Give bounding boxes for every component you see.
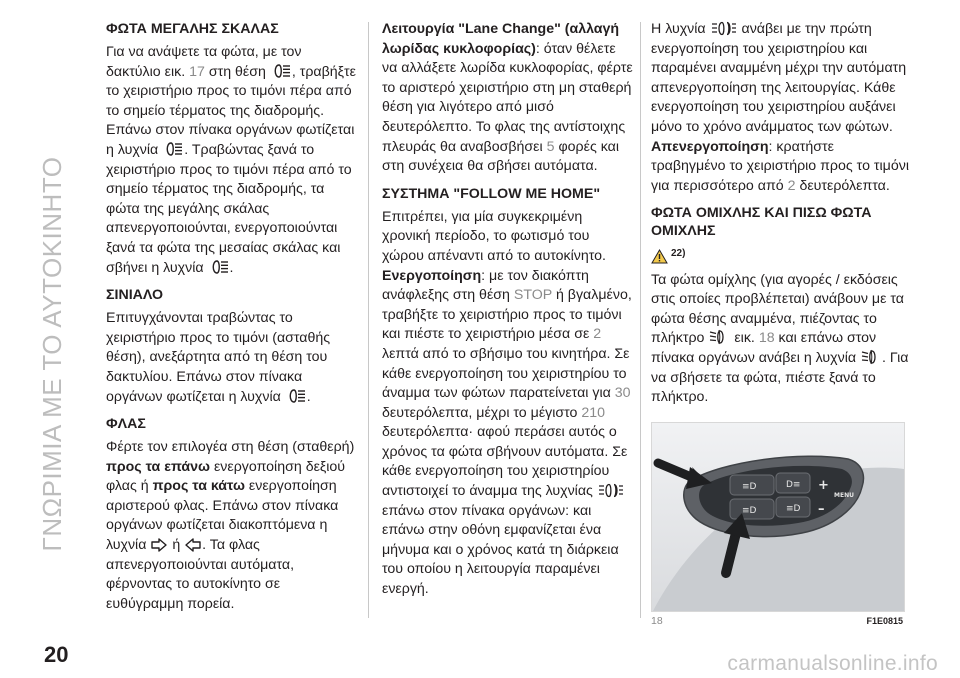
ignition-stop: STOP — [513, 287, 553, 304]
text: . Τα φλας απενεργοποιούνται αυτόματα, φέρνοντας το αυτοκίνητο σε ευθύγραμμη πορεία. — [106, 537, 295, 612]
text: και επάνω στον πίνακα οργάνων ανάβει η λυχνία — [651, 330, 877, 366]
fog-light-icon — [709, 329, 729, 345]
text: Επιτρέπει, για μία συγκεκριμένη χρονική περίοδο, το φωτισμό του χώρου απέναντι από το αυτοκίνητο. — [382, 208, 606, 264]
text: Η λυχνία — [651, 21, 706, 37]
paragraph-lane-change — [382, 20, 634, 177]
figure-steering-controls — [651, 422, 905, 612]
warning-note-number: 22) — [671, 248, 686, 260]
text: Για να ανάψετε τα φώτα, με τον δακτύλιο εικ. — [106, 44, 302, 80]
number: 210 — [581, 404, 606, 421]
steering-controls-illustration — [652, 423, 904, 611]
text: : όταν θέλετε να αλλάξετε λωρίδα κυκλοφορίας, φέρτε το αριστερό χειριστήριο στη μη σταθερή θέση για λιγότερο από μισό δευτερόλεπτο. Το φλας της αντίστοιχης πλευράς θα αναβοσβήσει — [382, 40, 633, 155]
svg-text:≡D: ≡D — [742, 505, 757, 516]
text: ή βγαλμένο, τραβήξτε το χειριστήριο προς το τιμόνι και πιέστε το χειριστήριο μέσα σε — [382, 287, 632, 343]
warning-note — [651, 244, 685, 264]
figure-ref: 17 — [189, 63, 205, 80]
paragraph-deactivation — [651, 138, 909, 197]
warning-icon — [651, 249, 668, 264]
high-beam-icon — [271, 63, 291, 79]
text: Τα φώτα ομίχλης (για αγορές / εκδόσεις στις οποίες προβλέπεται) ανάβουν με τα φώτα θέσης αναμμένα, πιέζοντας το πλήκτρο — [651, 271, 904, 347]
page-number: 20 — [44, 642, 69, 667]
watermark: carmanualsonline.info — [727, 652, 938, 675]
figure-code: F1E0815 — [866, 615, 903, 626]
text: λεπτά από το σβήσιμο του κινητήρα. Σε κάθε ενεργοποίηση του χειριστηρίου το άναμμα των φώτων παρατείνεται για — [382, 345, 630, 402]
column-divider — [368, 22, 369, 618]
text: . Για να σβήσετε τα φώτα, πιέστε ξανά το πλήκτρο. — [651, 349, 909, 406]
paragraph-follow-me-lamp — [651, 20, 909, 138]
text: στη θέση — [208, 63, 266, 80]
follow-me-home-icon — [711, 21, 737, 36]
heading-high-beam: ΦΩΤΑ ΜΕΓΑΛΗΣ ΣΚΑΛΑΣ — [106, 21, 279, 37]
paragraph-fog-lights — [651, 271, 909, 408]
number: 5 — [546, 138, 555, 155]
heading-fog-lights: ΦΩΤΑ ΟΜΙΧΛΗΣ ΚΑΙ ΠΙΣΩ ΦΩΤΑ ΟΜΙΧΛΗΣ — [651, 205, 872, 240]
text: δευτερόλεπτα· αφού περάσει αυτός ο χρόνος τα φώτα σβήνουν αυτόματα. Σε κάθε ενεργοποίηση του χειριστηρίου αντιστοιχεί το άναμμα της λυχνίας — [382, 424, 628, 500]
figure-ref: 18 — [758, 330, 775, 347]
paragraph-indicators — [106, 438, 358, 614]
text: . Τραβώντας ξανά το χειριστήριο προς το τιμόνι πέρα από το σημείο τέρματος της διαδρομής, τα φώτα της μεγάλης σκάλας απενεργοποιούνται, ενεργοποιούνται ξανά τα φώτα της μεσαίας σκάλας και σβήνει η λυχνία — [106, 141, 352, 276]
heading-follow-me-home: ΣΥΣΤΗΜΑ "FOLLOW ME HOME" — [382, 185, 601, 202]
figure-number: 18 — [651, 614, 663, 627]
column-2 — [382, 20, 634, 608]
text: εικ. — [734, 330, 755, 347]
fog-light-icon — [861, 349, 881, 365]
text: ανάβει με την πρώτη ενεργοποίηση του χειριστηρίου και παραμένει αναμμένη μέχρι την αυτόματη απενεργοποίηση της λειτουργίας. Κάθε ενεργοποίηση του χειριστηρίου αυξάνει μόνο το χρόνο ανάμματος των φώτων. — [651, 21, 907, 135]
text: ενεργοποίηση δεξιού φλας ή — [106, 458, 346, 495]
high-beam-icon — [286, 388, 306, 404]
text: : κρατήστε τραβηγμένο το χειριστήριο προς το τιμόνι για περισσότερο από — [651, 138, 909, 194]
text: . — [229, 259, 234, 276]
text: . — [306, 388, 311, 405]
text: δευτερόλεπτα, μέχρι το μέγιστο — [382, 404, 578, 421]
paragraph-high-beam — [106, 43, 358, 278]
menu-label: MENU — [834, 491, 854, 499]
text: φορές και στη συνέχεια θα σβήσει αυτόματα. — [382, 138, 619, 175]
sidebar-section-title: ΓΝΩΡΙΜΙΑ ΜΕ ΤΟ ΑΥΤΟΚΙΝΗΤΟ — [37, 156, 67, 552]
text: προς τα επάνω — [106, 458, 211, 475]
paragraph-activation — [382, 267, 634, 600]
plus-label: + — [818, 477, 829, 493]
text: επάνω στον πίνακα οργάνων: και επάνω στην οθόνη εμφανίζεται ένα μήνυμα και ο χρόνος κατά τη διάρκεια του οποίου η λειτουργία παραμένει ενεργή. — [382, 502, 619, 598]
text: Επιτυγχάνονται τραβώντας το χειριστήριο προς το τιμόνι (ασταθής θέση), ανεξάρτητα από τη θέση του δακτυλίου. Επάνω στον πίνακα οργάνων φωτίζεται η λυχνία — [106, 310, 331, 405]
text: ή — [172, 537, 181, 554]
number: 2 — [787, 177, 796, 194]
text: δευτερόλεπτα. — [799, 177, 890, 194]
number: 2 — [593, 326, 602, 343]
svg-text:D≡: D≡ — [786, 479, 801, 490]
text: : με τον διακόπτη ανάφλεξης στη θέση — [382, 267, 589, 304]
paragraph-flash — [106, 309, 358, 407]
right-indicator-icon — [151, 538, 167, 552]
figure-caption — [651, 615, 903, 627]
paragraph-follow-me-home — [382, 208, 634, 267]
column-divider — [640, 22, 641, 618]
column-3 — [651, 20, 909, 627]
text: Φέρτε τον επιλογέα στη θέση (σταθερή) — [106, 439, 355, 456]
heading-indicators: ΦΛΑΣ — [106, 416, 146, 433]
column-1 — [106, 20, 358, 622]
minus-label: – — [818, 501, 825, 517]
high-beam-icon — [163, 141, 183, 157]
left-indicator-icon — [185, 538, 201, 552]
high-beam-icon — [209, 259, 229, 275]
svg-text:≡D: ≡D — [786, 503, 801, 514]
number: 30 — [614, 385, 631, 402]
text: προς τα κάτω — [152, 478, 245, 495]
svg-text:≡D: ≡D — [742, 481, 757, 492]
heading-flash: ΣΙΝΙΑΛΟ — [106, 287, 164, 304]
activation-label: Ενεργοποίηση — [382, 267, 482, 284]
text: , τραβήξτε το χειριστήριο προς το τιμόνι πέρα από το σημείο τέρματος της διαδρομής. Επάνω στον πίνακα οργάνων φωτίζεται η λυχνία — [106, 63, 356, 158]
follow-me-home-icon — [598, 483, 624, 498]
text: ενεργοποίηση αριστερού φλας. Επάνω στον πίνακα οργάνων φωτίζεται διακοπτόμενα η λυχνία — [106, 478, 339, 554]
lane-change-title: Λειτουργία "Lane Change" (αλλαγή λωρίδας κυκλοφορίας) — [382, 21, 620, 57]
deactivation-label: Απενεργοποίηση — [651, 138, 769, 155]
